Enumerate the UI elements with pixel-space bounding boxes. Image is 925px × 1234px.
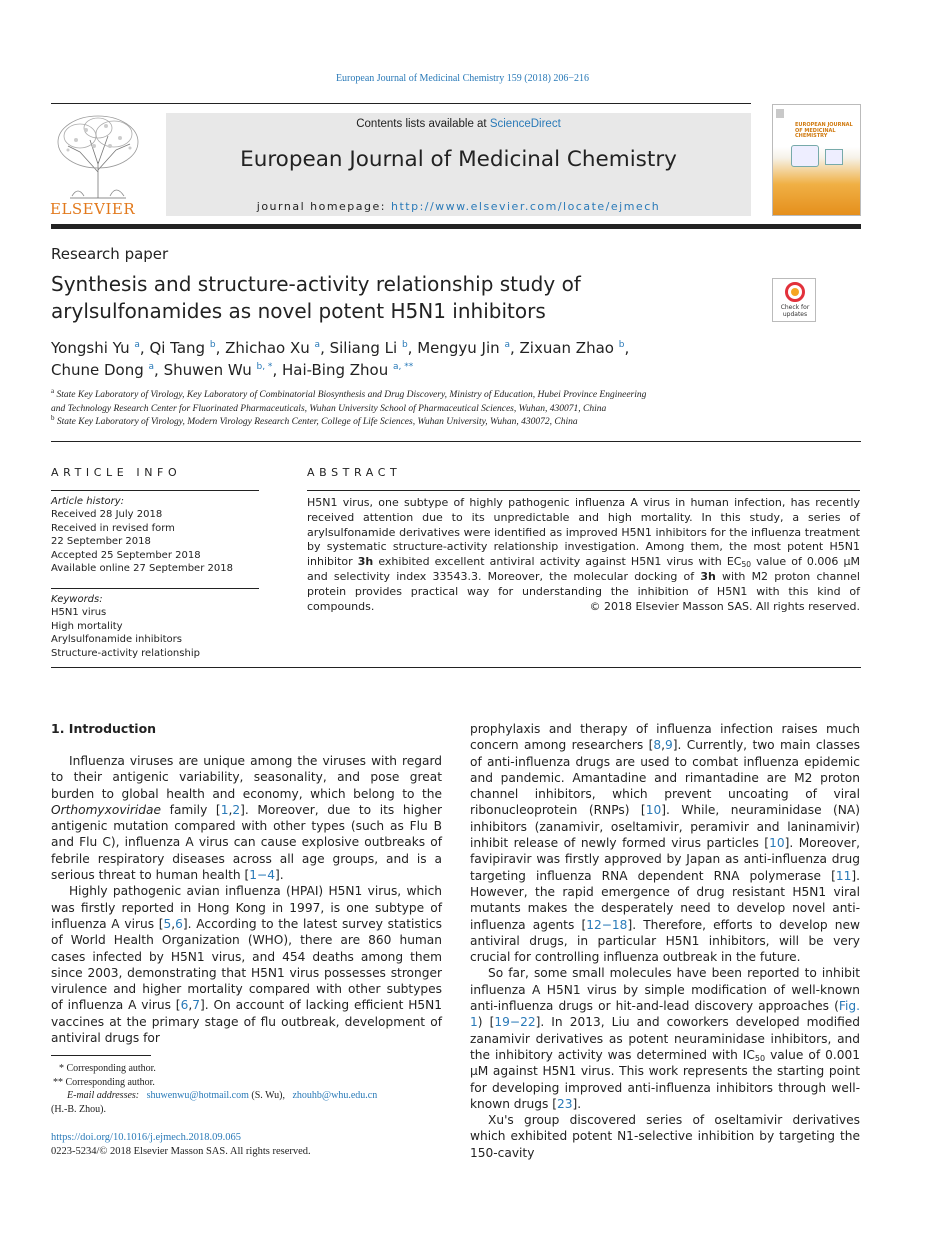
author-separator: , [509, 339, 520, 357]
reference-link[interactable]: 19−22 [494, 1015, 536, 1030]
author-name[interactable]: Yongshi Yu [51, 339, 130, 357]
body-column-left [51, 753, 442, 1046]
reference-link[interactable]: 8 [653, 738, 662, 753]
author-affil-mark[interactable]: b [401, 340, 408, 350]
contents-line [166, 118, 751, 130]
author-separator: , [215, 339, 226, 357]
paragraph: Influenza viruses are unique among the viruses with regard to their antigenic variability, seasonality, and pose great burden to global health and economy, which belong to the Orthomyxoviridae family [1,2]. Moreover, due to its higher antigenic mutation compared with other types (such as Flu B and Flu C), influenza A virus can cause explosive outbreaks of febrile respiratory diseases across all age groups, and is a serious threat to human health [1−4]. [51, 754, 442, 883]
cover-molecule-icon [825, 149, 843, 165]
author-affil-mark[interactable]: a [504, 340, 510, 350]
reference-link[interactable]: 10 [645, 803, 662, 818]
author-name[interactable]: Siliang Li [329, 339, 398, 357]
author-name[interactable]: Shuwen Wu [163, 360, 252, 379]
author-affil-mark[interactable]: a [148, 361, 155, 372]
header-thick-rule [51, 224, 861, 229]
cover-title: EUROPEAN JOURNAL OF MEDICINAL CHEMISTRY [795, 122, 853, 139]
history-item: Available online 27 September 2018 [51, 563, 233, 575]
reference-link[interactable]: 11 [835, 868, 852, 883]
abstract-text: exhibited excellent antiviral activity against H5N1 virus with EC [373, 555, 742, 569]
author-separator: , [624, 339, 630, 357]
contents-prefix: Contents lists available at [356, 118, 490, 130]
abstract-body [307, 496, 860, 614]
reference-link[interactable]: 1 [220, 802, 229, 817]
check-updates-icon [785, 282, 805, 302]
article-title [51, 271, 731, 324]
check-for-updates-button[interactable] [772, 278, 816, 322]
footnote-corresponding-2: ** Corresponding author. [53, 1076, 155, 1088]
figure-link[interactable]: Fig. 1 [470, 999, 860, 1030]
affil-text: State Key Laboratory of Virology, Key Laboratory of Combinatorial Biosynthesis and Drug Discovery, Ministry of Education, Hubei Province Engineering [56, 390, 647, 400]
section-rule [51, 667, 861, 668]
reference-link[interactable]: 1−4 [249, 868, 275, 883]
keywords [51, 593, 259, 660]
affiliation-b [51, 416, 841, 430]
journal-banner [166, 113, 751, 216]
journal-homepage [166, 200, 751, 213]
history-item: Accepted 25 September 2018 [51, 549, 201, 561]
reference-link[interactable]: 10 [769, 836, 785, 851]
author-name[interactable]: Qi Tang [149, 339, 206, 357]
history-item: 22 September 2018 [51, 536, 151, 548]
author-separator: , [139, 339, 150, 357]
email-link[interactable]: shuwenwu@hotmail.com [146, 1090, 249, 1101]
author-name[interactable]: Zhichao Xu [225, 339, 310, 357]
keyword-item: High mortality [51, 620, 123, 632]
author-affil-mark[interactable]: b [209, 340, 216, 350]
keyword-item: Structure-activity relationship [51, 647, 200, 659]
cover-logo-icon [776, 109, 784, 118]
reference-link[interactable]: 7 [192, 998, 200, 1013]
affil-text: State Key Laboratory of Virology, Modern Virology Research Center, College of Life Sciences, Wuhan University, Wuhan, 430072, China [56, 417, 578, 427]
reference-link[interactable]: 2 [232, 802, 241, 817]
title-line: Synthesis and structure-activity relationship study of [51, 272, 581, 296]
journal-cover-thumbnail[interactable] [772, 104, 861, 216]
author-name[interactable]: Zixuan Zhao [519, 339, 614, 357]
homepage-prefix: journal homepage: [256, 200, 391, 213]
article-history [51, 495, 259, 575]
doi-link[interactable]: https://doi.org/10.1016/j.ejmech.2018.09.065 [51, 1132, 241, 1143]
article-info-heading: ARTICLE INFO [51, 466, 182, 479]
email-owner: (H.-B. Zhou). [51, 1103, 106, 1115]
footnote-corresponding-1: * Corresponding author. [59, 1063, 156, 1074]
email-label: E-mail addresses: [67, 1090, 140, 1101]
article-info-rule [51, 490, 259, 491]
author-separator: , [407, 339, 418, 357]
publisher-wordmark: ELSEVIER [50, 200, 136, 218]
history-item: Received in revised form [51, 522, 175, 534]
affil-mark: b [51, 414, 55, 422]
affiliation-a [51, 389, 841, 416]
keywords-rule [51, 588, 259, 589]
journal-citation[interactable]: European Journal of Medicinal Chemistry 159 (2018) 206−216 [335, 73, 590, 84]
header-top-rule [51, 103, 751, 104]
email-owner: (S. Wu), [248, 1090, 288, 1101]
history-item: Received 28 July 2018 [51, 509, 163, 521]
keywords-label: Keywords: [51, 594, 103, 605]
abstract-text: H5N1 virus, one subtype of highly pathogenic influenza A virus in human infection, has recently received attention due to its unpredictable and high mortality. In this study, a series of arylsulfonamide derivatives were identified as improved H5N1 inhibitors for the influenza treatment by systematic structure-activity relationship investigation. Among them, the most potent H5N1 inhibitor [307, 496, 860, 569]
journal-title: European Journal of Medicinal Chemistry [240, 147, 677, 172]
issn-copyright: 0223-5234/© 2018 Elsevier Masson SAS. All rights reserved. [51, 1145, 311, 1157]
footnotes [51, 1062, 446, 1116]
footnote-rule [51, 1055, 151, 1056]
body-column-right [470, 721, 860, 1161]
author-line [51, 338, 831, 360]
author-separator: , [154, 360, 164, 379]
compound-label: 3h [700, 569, 716, 583]
author-affil-mark[interactable]: a [134, 340, 140, 350]
author-name[interactable]: Mengyu Jin [417, 339, 500, 357]
article-footer [51, 1131, 311, 1158]
reference-link[interactable]: 12−18 [586, 917, 628, 932]
cover-molecule-icon [791, 145, 819, 167]
email-link[interactable]: zhouhb@whu.edu.cn [292, 1090, 378, 1101]
author-name[interactable]: Hai-Bing Zhou [281, 360, 389, 379]
subscript: 50 [741, 560, 751, 570]
author-affil-mark[interactable]: b [618, 340, 625, 350]
author-list [51, 338, 831, 381]
reference-link[interactable]: 23 [557, 1096, 573, 1111]
paragraph: prophylaxis and therapy of influenza infection raises much concern among researchers [8,9]. Currently, two main classes of anti-influenza drugs are used to combat influenza epidemic and pandemic. Amantadine and rimantadine are M2 proton channel inhibitors, which prevent uncoating of viral ribonucleoprotein (RNPs) [10]. While, neuraminidase (NA) inhibitors (zanamivir, oseltamivir, peramivir and laninamivir) inhibit release of newly formed virus particles [10]. Moreover, favipiravir was firstly approved by Japan as anti-influenza drug targeting influenza RNA dependent RNA polymerase [11]. However, the rapid emergence of drug resistant H5N1 viral mutants makes the desperately need to develop novel anti-influenza agents [12−18]. Therefore, efforts to develop new antiviral drugs, in particular H5N1 inhibitors, will be very crucial for controlling influenza outbreak in the future. [470, 722, 861, 965]
reference-link[interactable]: 5 [163, 916, 172, 931]
history-label: Article history: [51, 496, 125, 507]
reference-link[interactable]: 6 [175, 916, 183, 931]
reference-link[interactable]: 9 [665, 738, 673, 753]
reference-link[interactable]: 6 [180, 998, 189, 1013]
author-affil-mark[interactable]: a [314, 340, 321, 350]
article-type: Research paper [51, 245, 169, 263]
homepage-link[interactable]: http://www.elsevier.com/locate/ejmech [390, 200, 661, 213]
author-separator: , [272, 360, 282, 379]
compound-label: 3h [357, 555, 374, 569]
paragraph: Xu's group discovered series of oseltamivir derivatives which exhibited potent N1-selective inhibition by targeting the 150-cavity [470, 1113, 860, 1160]
abstract-text: with M2 proton channel protein provides practical way for understanding the inhibition of H5N1 with this kind of compounds. [307, 569, 860, 613]
author-name[interactable]: Chune Dong [51, 360, 144, 379]
section-rule [51, 441, 861, 442]
paragraph: Highly pathogenic avian influenza (HPAI) H5N1 virus, which was firstly reported in Hong Kong in 1997, is one subtype of influenza A virus [5,6]. According to the latest survey statistics of World Health Organization (WHO), there are 860 human cases infected by H5N1 virus, and 454 deaths among them since 2003, demonstrating that H5N1 virus possesses stronger virulence and higher mortality compared with other subtypes of influenza A virus [6,7]. On account of lacking efficient H5N1 vaccines at the primary stage of flu outbreak, development of antiviral drugs for [51, 884, 442, 1046]
title-line: arylsulfonamides as novel potent H5N1 inhibitors [51, 298, 546, 323]
affil-mark: a [51, 387, 55, 395]
elsevier-tree-icon [50, 112, 146, 200]
abstract-text: value of 0.006 μM and selectivity index 33543.3. Moreover, the molecular docking of [307, 555, 860, 583]
affil-text: and Technology Research Center for Fluorinated Pharmaceuticals, Wuhan University School of Pharmaceutical Sciences, Wuhan, 430071, China [51, 403, 607, 414]
abstract-copyright: © 2018 Elsevier Masson SAS. All rights reserved. [589, 600, 860, 613]
elsevier-logo [50, 112, 146, 200]
check-updates-label: Check for updates [780, 304, 810, 318]
author-separator: , [320, 339, 330, 357]
footnote-emails [51, 1089, 446, 1103]
keyword-item: H5N1 virus [51, 607, 107, 619]
keyword-item: Arylsulfonamide inhibitors [51, 634, 182, 646]
sciencedirect-link[interactable]: ScienceDirect [489, 118, 561, 130]
intro-heading: 1. Introduction [51, 721, 157, 736]
author-affil-mark[interactable]: a, ** [393, 361, 414, 372]
abstract-rule [307, 490, 860, 491]
paragraph: So far, some small molecules have been reported to inhibit influenza A H5N1 virus by simple modification of well-known anti-influenza drugs or hit-and-lead discovery approaches (Fig. 1) [19−22]. In 2013, Liu and coworkers developed modified zanamivir derivatives as potent neuraminidase inhibitors, and the inhibitory activity was determined with $IC_{50}$ value of 0.001 μM against H5N1 virus. This work represents the starting point for developing improved anti-influenza inhibitors through well-known drugs [23]. [470, 966, 860, 1111]
abstract-heading: ABSTRACT [307, 466, 402, 479]
author-affil-mark[interactable]: b, * [256, 361, 273, 372]
author-line [51, 360, 831, 382]
